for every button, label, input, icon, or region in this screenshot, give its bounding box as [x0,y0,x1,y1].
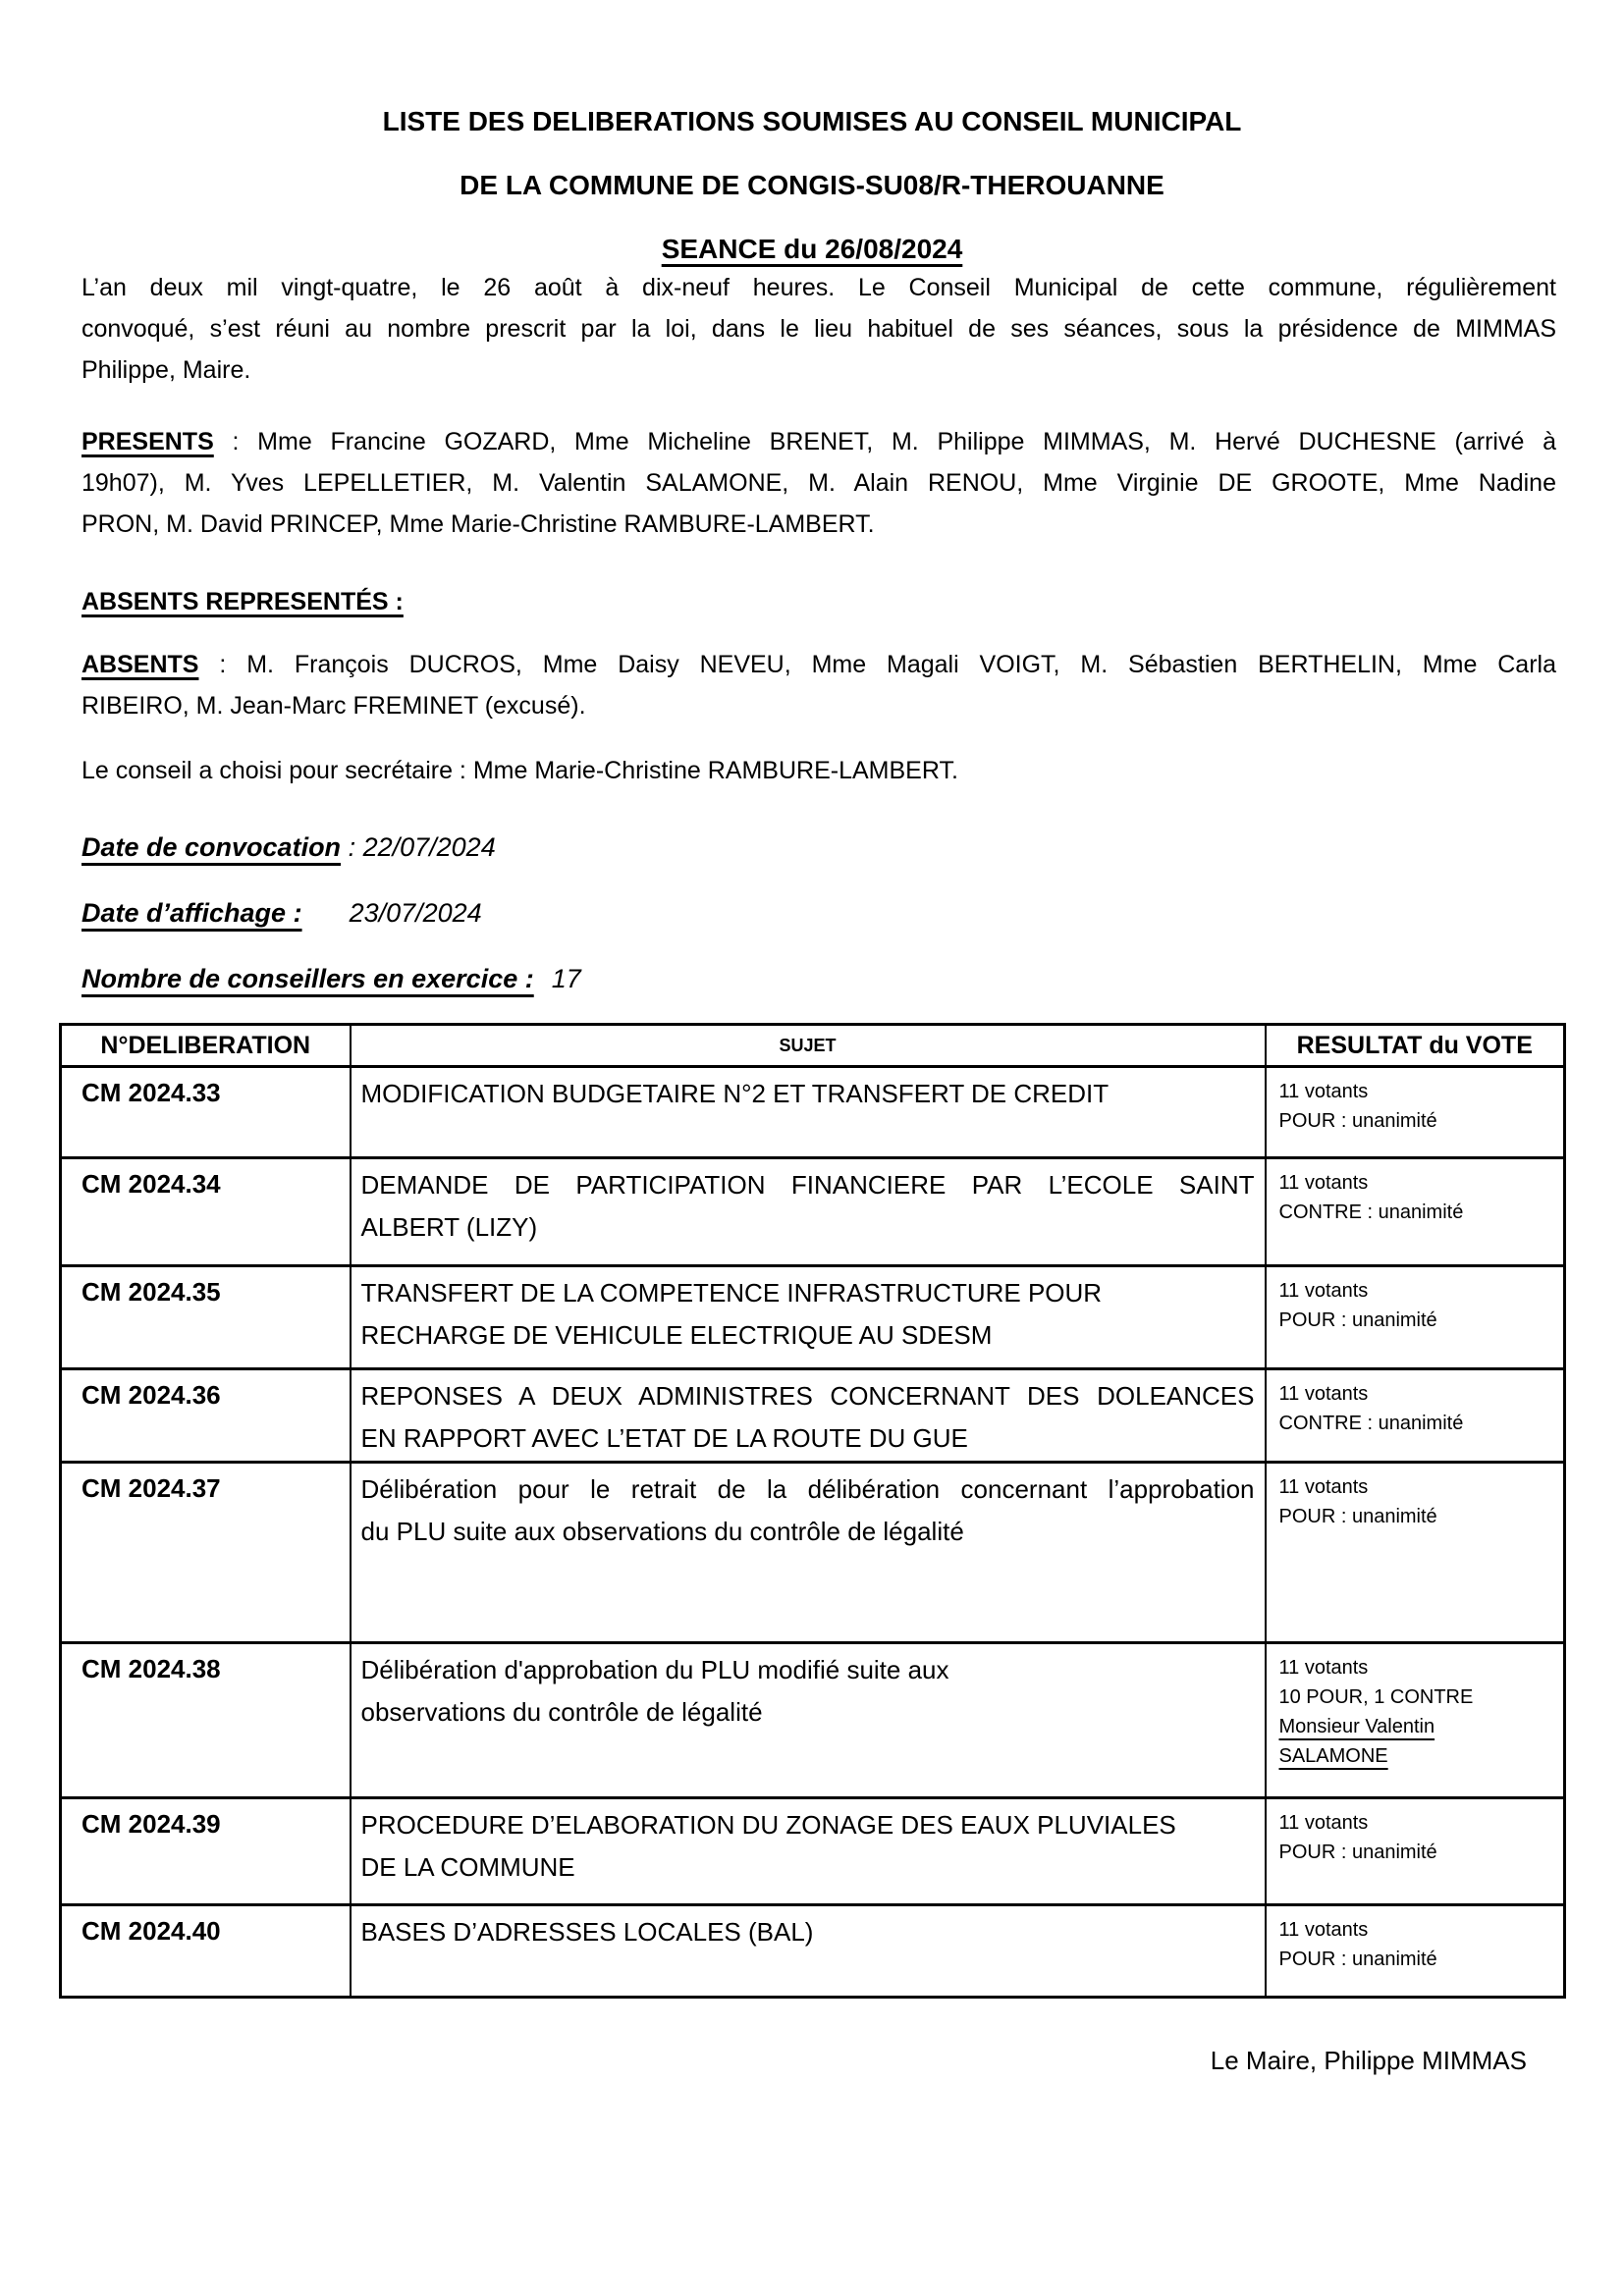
table-row [61,1369,1565,1463]
subject-line: DEMANDE DE PARTICIPATION FINANCIERE PAR L’ECOLE SAINT [360,1170,1255,1200]
subject-line: PROCEDURE D’ELABORATION DU ZONAGE DES EAUX PLUVIALES [360,1810,1176,1840]
presents-paragraph [81,421,1556,545]
subject-line: du PLU suite aux observations du contrôle de légalité [360,1517,964,1546]
table-row [61,1067,1565,1158]
vote-result-line: CONTRE : unanimité [1278,1201,1464,1223]
subject-cell [351,1266,1266,1369]
subject-line: observations du contrôle de légalité [360,1697,763,1727]
vote-result-line: 11 votants [1278,1172,1369,1194]
intro-paragraph-lines [81,267,1556,391]
table-row [61,1266,1565,1369]
paragraph-line: convoqué, s’est réuni au nombre prescrit par la loi, dans le lieu habituel de ses séances, sous la présidence de MIMMAS [81,315,1556,343]
deliberation-number-cell: CM 2024.40 [61,1905,351,1998]
subject-line: BASES D’ADRESSES LOCALES (BAL) [360,1917,814,1947]
deliberation-number-cell: CM 2024.38 [61,1643,351,1798]
paragraph-line: 19h07), M. Yves LEPELLETIER, M. Valentin SALAMONE, M. Alain RENOU, Mme Virginie DE GROOTE, Mme Nadine [81,469,1556,497]
date-affichage-value: 23/07/2024 [349,898,482,928]
subject-cell [351,1369,1266,1463]
column-header-subject: SUJET [351,1025,1266,1067]
absents-representes-label: ABSENTS REPRESENTÉS : [81,588,404,615]
conseillers-count-label: Nombre de conseillers en exercice : [81,964,534,993]
paragraph-line: L’an deux mil vingt-quatre, le 26 août à dix-neuf heures. Le Conseil Municipal de cette commune, régulièrement [81,274,1556,301]
table-row [61,1905,1565,1998]
document-title-line-2: DE LA COMMUNE DE CONGIS-SU08/R-THEROUANNE [460,170,1164,200]
deliberation-number-cell: CM 2024.39 [61,1798,351,1905]
vote-result-cell [1266,1067,1565,1158]
vote-result-line: CONTRE : unanimité [1278,1413,1464,1434]
date-affichage-label: Date d’affichage : [81,898,302,928]
vote-dissenter-name: SALAMONE [1278,1745,1388,1767]
date-convocation-value: 22/07/2024 [362,832,496,862]
session-date-title: SEANCE du 26/08/2024 [661,234,963,264]
table-row [61,1158,1565,1266]
deliberation-number-cell: CM 2024.34 [61,1158,351,1266]
vote-result-cell [1266,1369,1565,1463]
label-separator: : [198,651,247,678]
subject-cell [351,1798,1266,1905]
subject-cell [351,1067,1266,1158]
vote-result-line: POUR : unanimité [1278,1506,1437,1527]
vote-dissenter-name: Monsieur Valentin [1278,1716,1435,1737]
subject-cell [351,1158,1266,1266]
vote-result-cell [1266,1463,1565,1643]
table-row [61,1463,1565,1643]
paragraph-line: PRON, M. David PRINCEP, Mme Marie-Christine RAMBURE-LAMBERT. [81,510,875,538]
subject-line: REPONSES A DEUX ADMINISTRES CONCERNANT DES DOLEANCES [360,1381,1255,1411]
subject-cell [351,1643,1266,1798]
absents-paragraph-lines [81,685,1556,726]
presents-names-text: Mme Francine GOZARD, Mme Micheline BRENET, M. Philippe MIMMAS, M. Hervé DUCHESNE (arrivé à [257,428,1556,455]
paragraph-line [81,421,1556,462]
conseillers-count-value: 17 [551,964,581,993]
vote-result-line: POUR : unanimité [1278,1110,1437,1132]
table-row [61,1798,1565,1905]
subject-line: ALBERT (LIZY) [360,1212,538,1242]
absents-paragraph [81,644,1556,726]
paragraph-line [81,644,1556,685]
subject-line: Délibération d'approbation du PLU modifié suite aux [360,1655,949,1684]
deliberations-table [59,1023,1566,1999]
vote-result-cell [1266,1905,1565,1998]
presents-paragraph-lines [81,462,1556,545]
vote-result-cell [1266,1798,1565,1905]
subject-line: RECHARGE DE VEHICULE ELECTRIQUE AU SDESM [360,1320,993,1350]
paragraph-line: RIBEIRO, M. Jean-Marc FREMINET (excusé). [81,692,586,720]
vote-result-cell [1266,1266,1565,1369]
subject-line: EN RAPPORT AVEC L’ETAT DE LA ROUTE DU GUE [360,1423,968,1453]
subject-cell [351,1463,1266,1643]
subject-line: TRANSFERT DE LA COMPETENCE INFRASTRUCTURE POUR [360,1278,1103,1308]
vote-result-line: POUR : unanimité [1278,1309,1437,1331]
deliberation-number-cell: CM 2024.35 [61,1266,351,1369]
label-separator: : [341,832,363,862]
deliberation-number-cell: CM 2024.36 [61,1369,351,1463]
intro-paragraph [81,267,1556,391]
vote-result-line: POUR : unanimité [1278,1949,1437,1970]
secretary-line [81,750,1556,791]
vote-result-line: 11 votants [1278,1812,1369,1834]
table-row [61,1643,1565,1798]
column-header-deliberation-number: N°DELIBERATION [61,1025,351,1067]
vote-result-line: 11 votants [1278,1657,1369,1679]
paragraph-line: Philippe, Maire. [81,356,251,384]
label-separator: : [213,428,258,455]
subject-line: Délibération pour le retrait de la délibération concernant l’approbation [360,1474,1255,1504]
vote-result-line: 10 POUR, 1 CONTRE [1278,1686,1474,1708]
conseillers-count-line [81,958,581,999]
vote-result-line: 11 votants [1278,1383,1369,1405]
table-header-row [61,1025,1565,1067]
presents-label: PRESENTS [81,428,214,455]
subject-cell [351,1905,1266,1998]
column-header-vote-result: RESULTAT du VOTE [1266,1025,1565,1067]
subject-line: DE LA COMMUNE [360,1852,575,1882]
absents-representes-heading [81,581,1556,622]
vote-result-cell [1266,1158,1565,1266]
vote-result-line: 11 votants [1278,1081,1369,1102]
date-convocation-line [81,827,496,868]
date-convocation-label: Date de convocation [81,832,342,862]
mayor-signature-line: Le Maire, Philippe MIMMAS [1210,2046,1527,2075]
date-affichage-line [81,892,482,934]
deliberation-number-cell: CM 2024.37 [61,1463,351,1643]
vote-result-line: 11 votants [1278,1476,1369,1498]
vote-result-line: 11 votants [1278,1280,1369,1302]
vote-result-line: POUR : unanimité [1278,1842,1437,1863]
deliberation-number-cell: CM 2024.33 [61,1067,351,1158]
subject-line: MODIFICATION BUDGETAIRE N°2 ET TRANSFERT DE CREDIT [360,1079,1110,1108]
vote-result-line: 11 votants [1278,1919,1369,1941]
vote-result-cell [1266,1643,1565,1798]
absents-names-text: M. François DUCROS, Mme Daisy NEVEU, Mme Magali VOIGT, M. Sébastien BERTHELIN, Mme Carla [246,651,1556,678]
absents-label: ABSENTS [81,651,199,678]
paragraph-line [81,581,1556,622]
document-title-line-1: LISTE DES DELIBERATIONS SOUMISES AU CONSEIL MUNICIPAL [382,106,1242,136]
paragraph-line: Le conseil a choisi pour secrétaire : Mme Marie-Christine RAMBURE-LAMBERT. [81,757,958,784]
